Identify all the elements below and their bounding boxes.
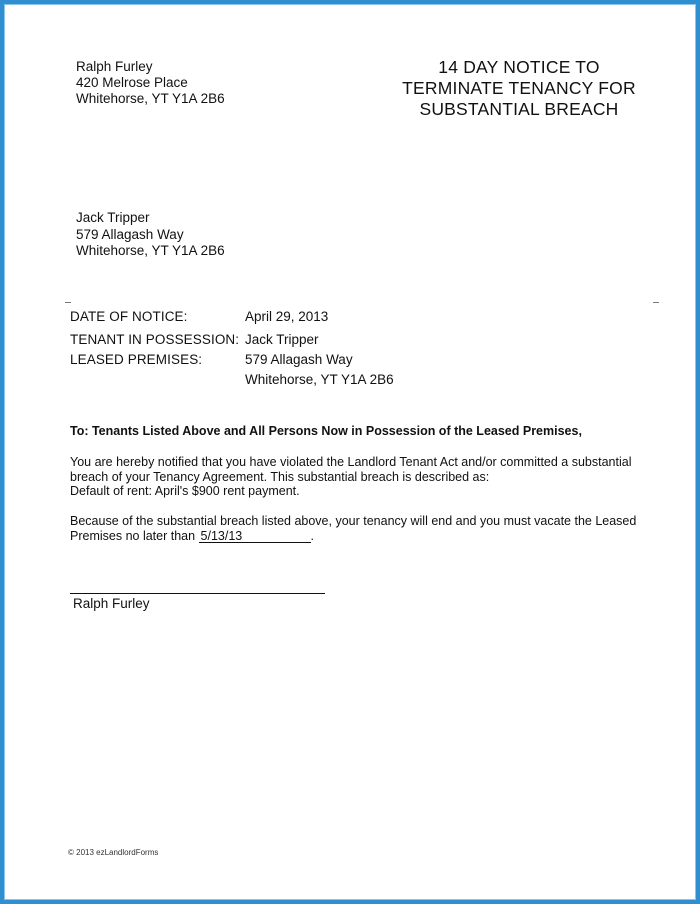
salutation: To: Tenants Listed Above and All Persons Now in Possession of the Leased Premises,: [70, 424, 582, 438]
title-line-1: 14 DAY NOTICE TO: [438, 57, 600, 77]
breach-line-2: breach of your Tenancy Agreement. This substantial breach is described as:: [70, 469, 490, 484]
vacate-suffix: .: [310, 529, 315, 543]
vacate-paragraph: [70, 514, 670, 544]
sender-street: 420 Melrose Place: [76, 75, 188, 90]
breach-description: Default of rent: April's $900 rent payment.: [70, 484, 300, 498]
premises-row: [70, 350, 394, 370]
premises-label: LEASED PREMISES:: [70, 352, 203, 367]
breach-paragraph: [70, 455, 670, 499]
vacate-date: 5/13/13: [199, 530, 311, 543]
breach-line-1: You are hereby notified that you have violated the Landlord Tenant Act and/or committed a substantial: [70, 455, 632, 469]
tenant-value: Jack Tripper: [245, 332, 319, 347]
vacate-line-1: Because of the substantial breach listed above, your tenancy will end and you must vacate the Leased: [70, 514, 637, 528]
date-of-notice-row: [70, 307, 394, 327]
premises-city-row: [70, 370, 394, 390]
notice-fields: [70, 307, 394, 390]
vacate-prefix: Premises no later than: [70, 529, 196, 543]
recipient-street: 579 Allagash Way: [76, 226, 184, 242]
fold-mark-left: [65, 302, 71, 303]
sender-name: Ralph Furley: [76, 59, 153, 74]
date-of-notice-value: April 29, 2013: [245, 309, 329, 324]
premises-street: 579 Allagash Way: [245, 352, 353, 367]
tenant-row: [70, 330, 394, 350]
signature-name: Ralph Furley: [73, 596, 150, 611]
recipient-city: Whitehorse, YT Y1A 2B6: [76, 243, 225, 258]
sender-city: Whitehorse, YT Y1A 2B6: [76, 91, 225, 106]
title-line-2: TERMINATE TENANCY FOR: [402, 78, 636, 98]
recipient-address: [76, 210, 225, 260]
date-of-notice-label: DATE OF NOTICE:: [70, 309, 188, 324]
sender-address: [76, 59, 225, 107]
signature-line: [70, 593, 325, 594]
notice-title: [388, 57, 650, 120]
tenant-label: TENANT IN POSSESSION:: [70, 332, 240, 347]
recipient-name: Jack Tripper: [76, 210, 150, 225]
premises-city: Whitehorse, YT Y1A 2B6: [245, 372, 394, 387]
title-line-3: SUBSTANTIAL BREACH: [419, 99, 619, 119]
fold-mark-right: [653, 302, 659, 303]
copyright-notice: © 2013 ezLandlordForms: [68, 848, 159, 857]
vacate-line-2: [70, 529, 670, 544]
